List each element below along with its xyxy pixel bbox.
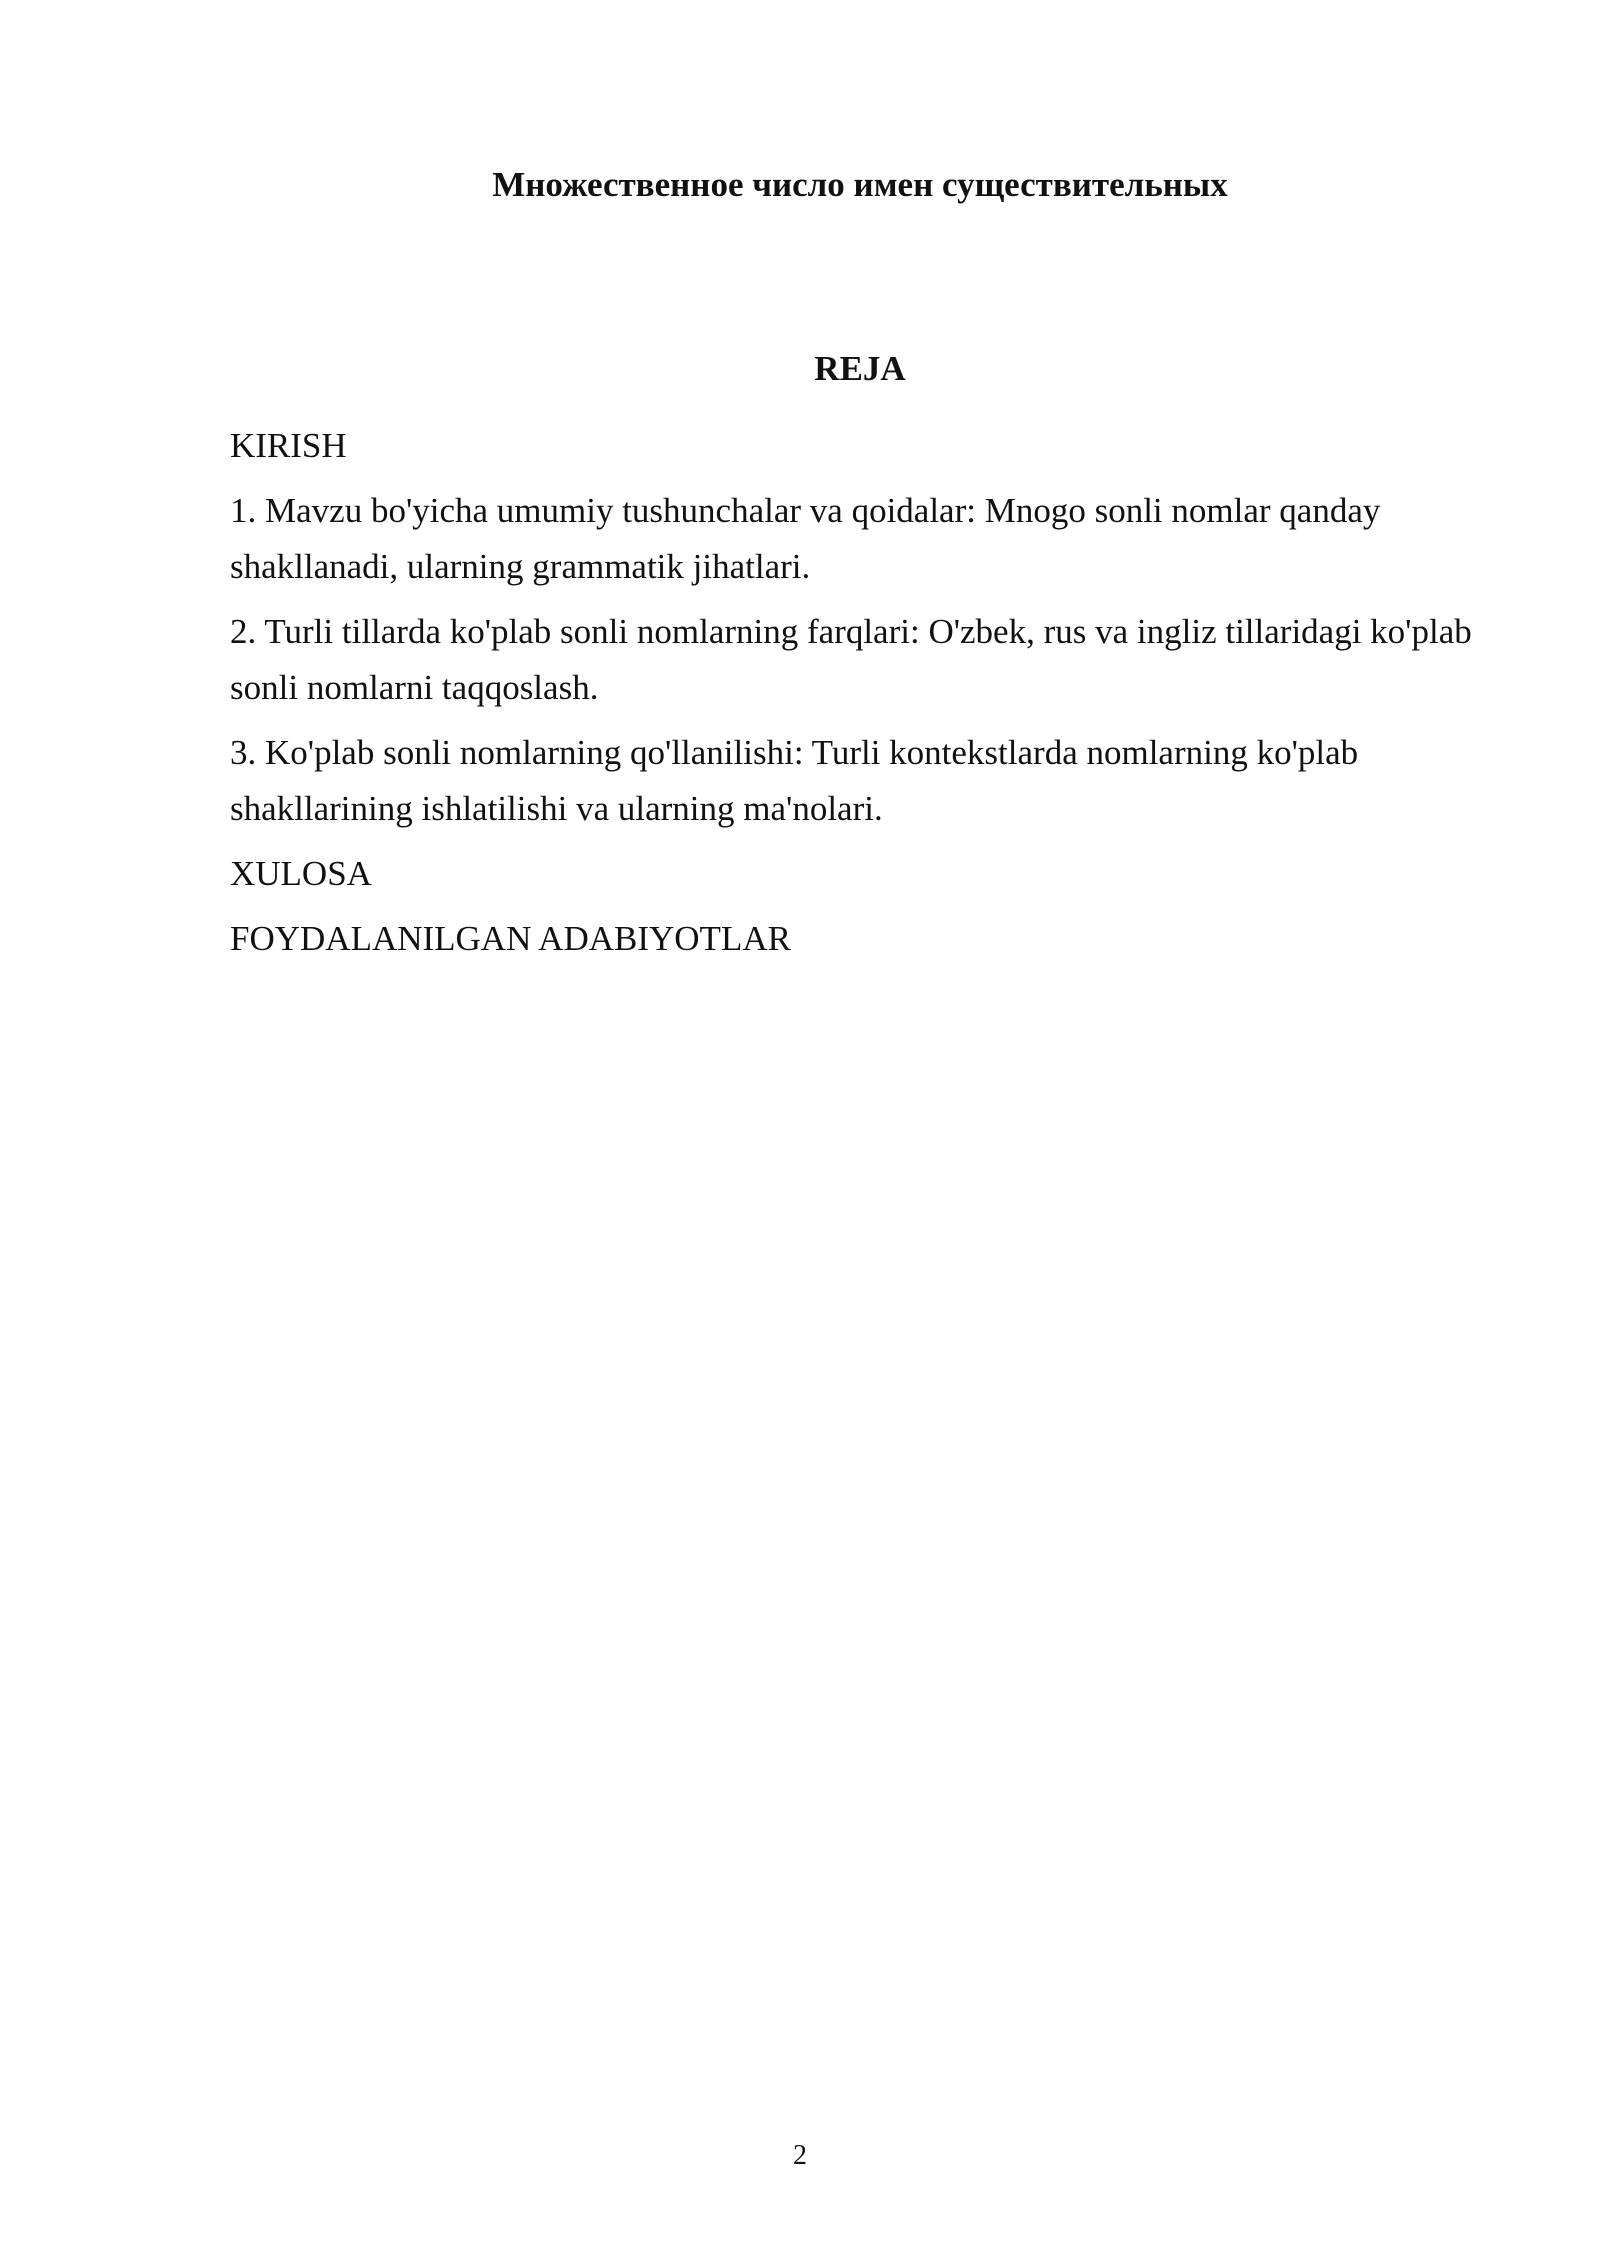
plan-heading: REJA xyxy=(814,349,906,388)
plan-item-1: 1. Mavzu bo'yicha umumiy tushunchalar va qoidalar: Mnogo sonli nomlar qanday shakllanadi, ularning grammatik jihatlari. xyxy=(230,491,1381,586)
plan-item-3: 3. Ko'plab sonli nomlarning qo'llanilishi: Turli kontekstlarda nomlarning ko'plab shakllarining ishlatilishi va ularning ma'nolari. xyxy=(230,733,1359,828)
plan-item-2: 2. Turli tillarda ko'plab sonli nomlarning farqlari: O'zbek, rus va ingliz tillaridagi ko'plab sonli nomlarni taqqoslash. xyxy=(230,612,1472,707)
plan-item-conclusion: XULOSA xyxy=(230,854,372,893)
plan-item-references: FOYDALANILGAN ADABIYOTLAR xyxy=(230,919,791,958)
plan-list xyxy=(230,418,1520,976)
page-number: 2 xyxy=(793,2140,807,2171)
plan-item-introduction: KIRISH xyxy=(230,426,347,465)
document-title: Множественное число имен существительных xyxy=(492,165,1228,204)
